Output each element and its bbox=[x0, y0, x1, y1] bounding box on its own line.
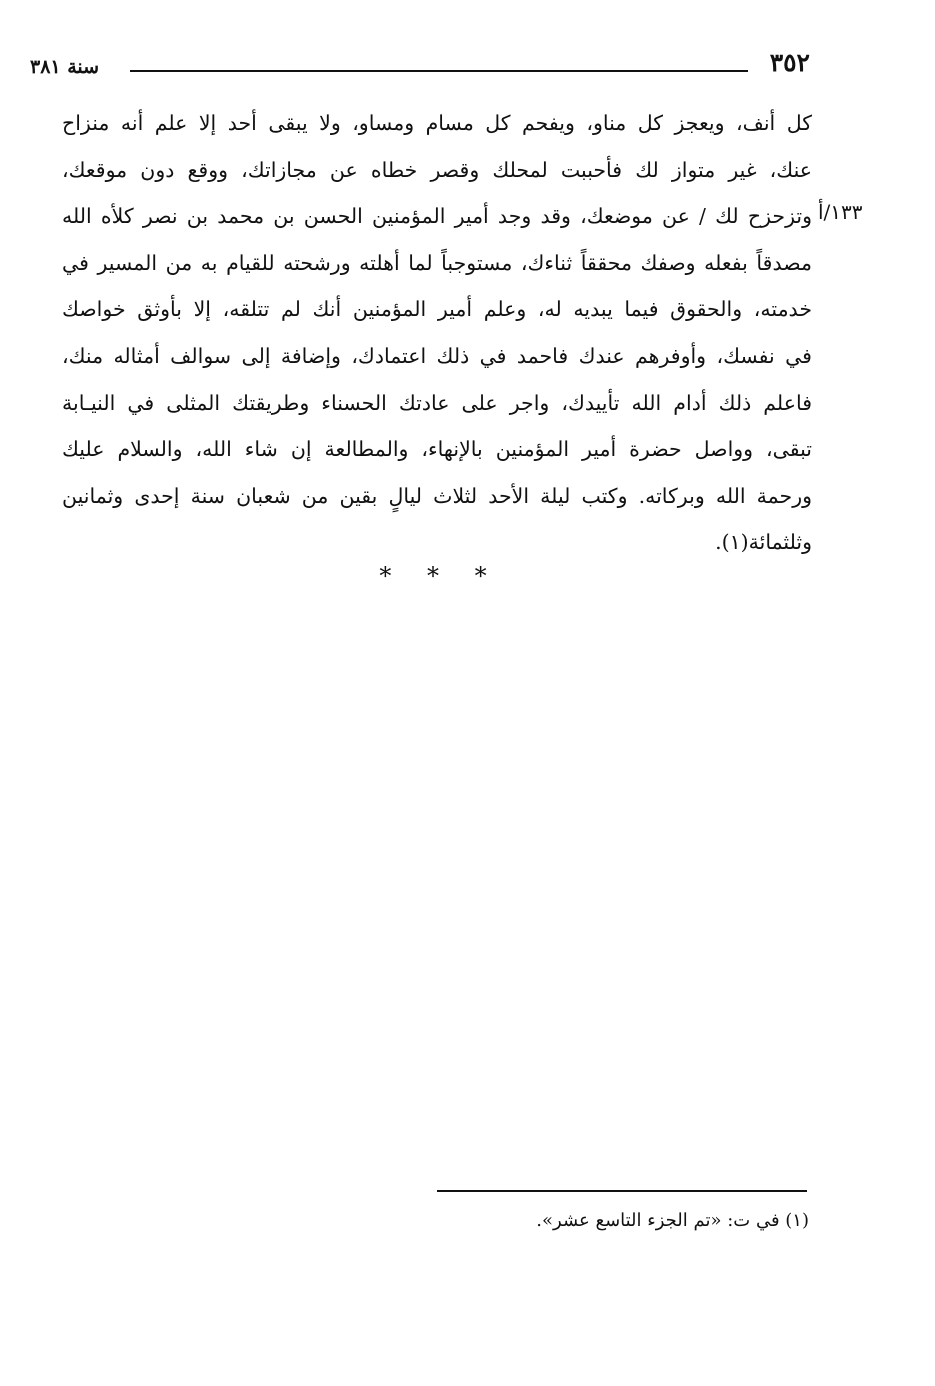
text-line: كل أنف، ويعجز كل مناو، ويفحم كل مسام ومساو، ولا يبقى أحد إلا علم أنه منزاح bbox=[62, 111, 812, 135]
page-header bbox=[30, 48, 810, 88]
page-number: ٣٥٢ bbox=[769, 48, 810, 77]
text-line: عنك، غير متواز لك فأحببت لمحلك وقصر خطاه عن مجازاتك، ووقع دون موقعك، bbox=[62, 157, 812, 182]
header-rule bbox=[130, 70, 748, 72]
main-text bbox=[62, 100, 812, 566]
text-line: فاعلم ذلك أدام الله تأييدك، واجر على عادتك الحسناء وطريقتك المثلى في النيـابة bbox=[62, 390, 812, 415]
text-line: وثلثمائة(١). bbox=[715, 530, 812, 555]
text-line: خدمته، والحقوق فيما يبديه له، وعلم أمير المؤمنين أنك لم تتلقه، إلا بأوثق خواصك bbox=[62, 297, 812, 322]
section-separator: * * * bbox=[379, 562, 501, 590]
text-line: في نفسك، وأوفرهم عندك فاحمد في ذلك اعتمادك، وإضافة إلى سوالف أمثاله منك، bbox=[62, 343, 812, 368]
text-line: مصدقاً بفعله وصفك محققاً ثناءك، مستوجباً لما أهلته ورشحته للقيام به من المسير في bbox=[62, 250, 812, 275]
folio-margin-note: ١٣٣/أ bbox=[818, 200, 863, 224]
text-line: ورحمة الله وبركاته. وكتب ليلة الأحد لثلاث ليالٍ بقين من شعبان سنة إحدى وثمانين bbox=[62, 483, 812, 508]
text-line: وتزحزح لك / عن موضعك، وقد وجد أمير المؤمنين الحسن بن محمد بن نصر كلأه الله bbox=[62, 204, 812, 229]
running-head: سنة ٣٨١ bbox=[30, 56, 100, 78]
text-line: تبقى، وواصل حضرة أمير المؤمنين بالإنهاء، والمطالعة إن شاء الله، والسلام عليك bbox=[62, 437, 812, 462]
footnote: (١) في ت: «تم الجزء التاسع عشر». bbox=[536, 1210, 809, 1231]
footnote-rule bbox=[437, 1190, 807, 1192]
